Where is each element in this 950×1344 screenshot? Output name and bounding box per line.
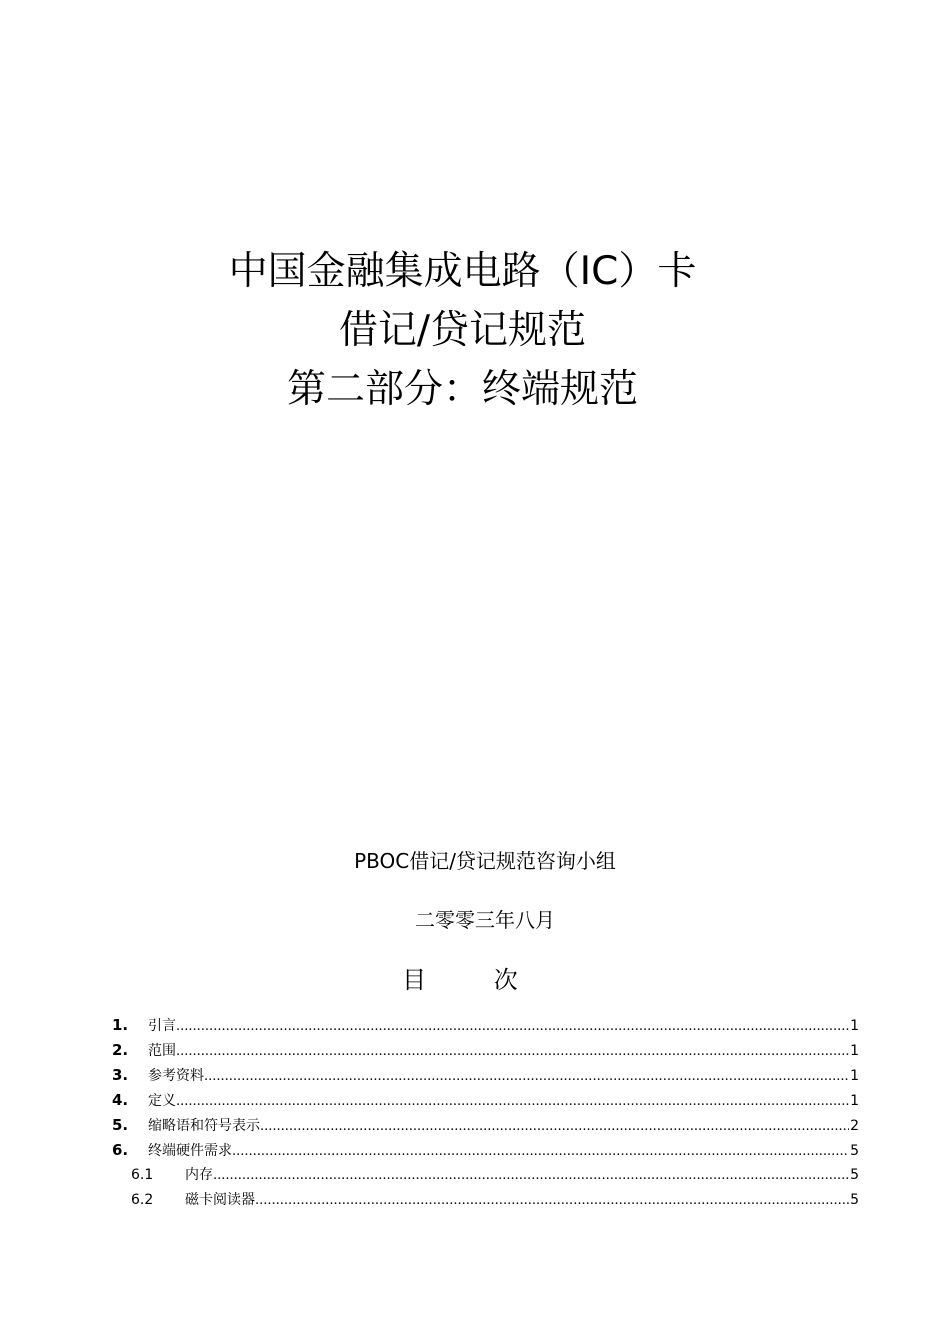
toc-entry-page: 1: [850, 1068, 859, 1084]
toc-entry-page: 2: [850, 1118, 859, 1134]
toc-entry-number: 6.: [112, 1141, 129, 1159]
toc-entry-label: 范围: [148, 1043, 176, 1059]
toc-entry-page: 1: [850, 1043, 859, 1059]
organization: PBOC借记/贷记规范咨询小组: [354, 849, 616, 873]
toc-heading: 目 次: [402, 966, 548, 994]
toc-entry[interactable]: [112, 1163, 859, 1188]
toc-leader-dots: [232, 1139, 849, 1164]
publication-date: 二零零三年八月: [415, 908, 555, 932]
document-title: [0, 242, 950, 419]
toc-leader-dots: [213, 1163, 849, 1188]
title-line-1: 中国金融集成电路（IC）卡: [228, 249, 697, 294]
toc-entry-label: 内存: [185, 1167, 213, 1183]
toc-entry-page: 5: [850, 1167, 859, 1183]
toc-entry-number: 4.: [112, 1091, 129, 1109]
toc-entry[interactable]: [112, 1038, 859, 1063]
toc-entry-number: 6.2: [131, 1192, 154, 1208]
toc-leader-dots: [260, 1114, 849, 1139]
toc-entry-label: 引言: [148, 1018, 176, 1034]
table-of-contents: [112, 1013, 859, 1213]
toc-entry[interactable]: [112, 1013, 859, 1038]
toc-entry-page: 1: [850, 1093, 859, 1109]
toc-entry-number: 6.1: [131, 1167, 154, 1183]
toc-entry-label: 定义: [148, 1093, 176, 1109]
toc-entry-page: 5: [850, 1143, 859, 1159]
toc-leader-dots: [176, 1014, 849, 1039]
toc-leader-dots: [176, 1089, 849, 1114]
toc-entry[interactable]: [112, 1113, 859, 1138]
toc-entry-number: 2.: [112, 1041, 129, 1059]
toc-entry-number: 5.: [112, 1116, 129, 1134]
toc-entry-label: 终端硬件需求: [148, 1143, 232, 1159]
toc-entry[interactable]: [112, 1063, 859, 1088]
toc-entry-number: 3.: [112, 1066, 129, 1084]
toc-entry-number: 1.: [112, 1016, 129, 1034]
toc-entry-page: 5: [850, 1192, 859, 1208]
toc-entry-page: 1: [850, 1018, 859, 1034]
toc-entry-label: 参考资料: [148, 1068, 204, 1084]
toc-entry-label: 磁卡阅读器: [185, 1192, 255, 1208]
toc-leader-dots: [204, 1064, 849, 1089]
toc-entry[interactable]: [112, 1138, 859, 1163]
title-line-3: 第二部分：终端规范: [286, 367, 638, 412]
toc-leader-dots: [255, 1188, 849, 1213]
title-line-2: 借记/贷记规范: [338, 308, 587, 353]
toc-leader-dots: [176, 1039, 849, 1064]
toc-entry[interactable]: [112, 1188, 859, 1213]
toc-entry-label: 缩略语和符号表示: [148, 1118, 260, 1134]
toc-entry[interactable]: [112, 1088, 859, 1113]
